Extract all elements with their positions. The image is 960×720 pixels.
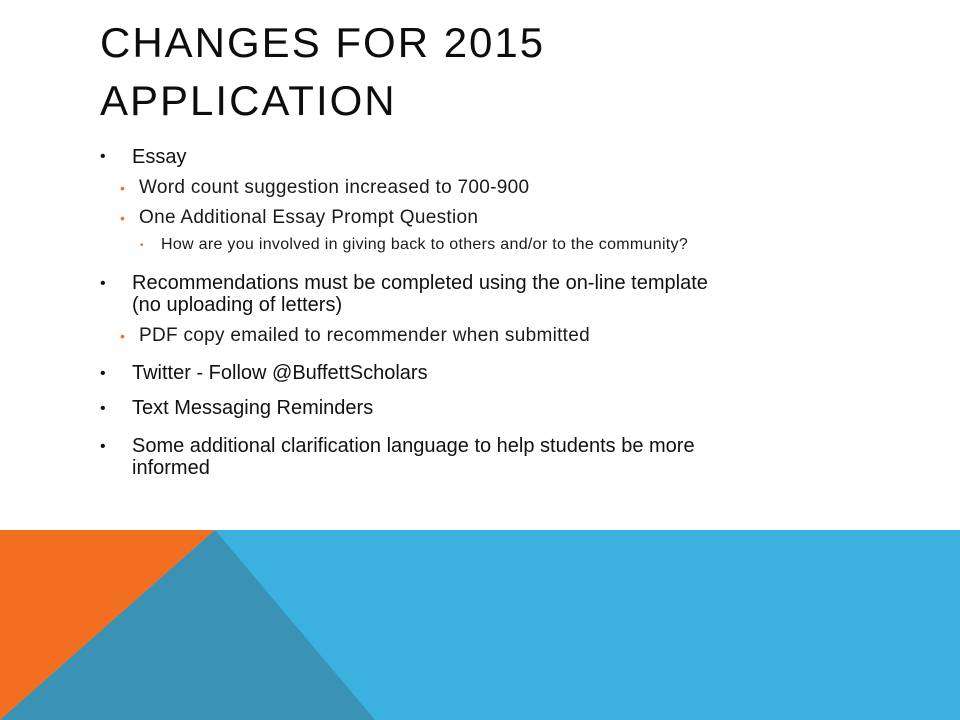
list-item-recommendations: Recommendations must be completed using the on-line template — [132, 272, 708, 294]
sub-bullet-marker: • — [120, 210, 125, 226]
sub-bullet-marker: • — [120, 328, 125, 344]
bullet-marker: • — [100, 275, 106, 292]
list-item-pdf-copy: PDF copy emailed to recommender when submitted — [139, 325, 590, 346]
bullet-marker: • — [100, 365, 106, 382]
list-item-text-messaging: Text Messaging Reminders — [132, 397, 374, 419]
sub-bullet-marker: • — [120, 180, 125, 196]
bullet-marker: • — [100, 148, 106, 165]
bullet-marker: • — [100, 438, 106, 455]
decorative-footer-band — [0, 530, 960, 720]
bullet-marker: • — [100, 400, 106, 417]
list-item-word-count: Word count suggestion increased to 700-900 — [139, 177, 530, 198]
sub-sub-bullet-marker: • — [140, 240, 144, 251]
slide-title-line-2: APPLICATION — [100, 77, 397, 124]
list-item-additional-prompt: One Additional Essay Prompt Question — [139, 207, 479, 228]
slide-title-line-1: CHANGES FOR 2015 — [100, 19, 546, 66]
list-item-twitter: Twitter - Follow @BuffettScholars — [132, 362, 428, 384]
list-item-clarification-cont: informed — [132, 457, 210, 479]
list-item-clarification: Some additional clarification language to help students be more — [132, 435, 695, 457]
list-item-essay: Essay — [132, 146, 187, 168]
list-item-prompt-question: How are you involved in giving back to others and/or to the community? — [161, 236, 689, 253]
list-item-recommendations-cont: (no uploading of letters) — [132, 294, 343, 316]
